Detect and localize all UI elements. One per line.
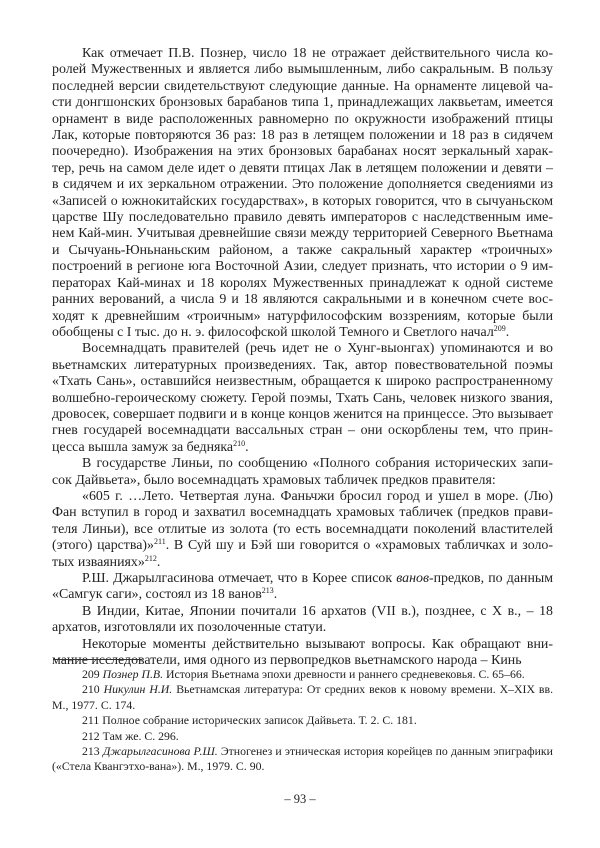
footnote-text: Там же. С. 296. bbox=[102, 728, 179, 743]
footnote-author: Джарылгасинова Р.Ш. bbox=[102, 744, 218, 759]
punctuation: . bbox=[505, 324, 510, 340]
footnote-text: Полное собрание исторических записок Дайвьета. Т. 2. С. 181. bbox=[102, 713, 417, 728]
footnote-number: 213 bbox=[82, 744, 100, 759]
paragraph-text: Восемнадцать правителей (речь идет не о Хунг-выонгах) упоминаются и во вьетнамских литературных произведениях. Так, автор повествовательной поэмы «Тхать Сань», оставшийся неизвестным, обращается к широко распространенному волшебно-героическому сюжету. Герой поэмы, Тхать Сань, человек низкого звания, дровосек, совершает подвиги и в конце концов женится на принцессе. Это вызывает гнев государей восемнадцати вассальных стран – они оскорблены тем, что принцесса вышла замуж за бедняка bbox=[52, 341, 553, 455]
footnote-ref[interactable]: 211 bbox=[154, 537, 166, 547]
footnote-number: 212 bbox=[82, 728, 100, 743]
quote-paragraph bbox=[52, 489, 553, 571]
paragraph-text: В государстве Линьи, по сообщению «Полного собрания исторических записок Дайвьета», было восемнадцать храмовых табличек предков правителя: bbox=[52, 456, 553, 488]
punctuation: . bbox=[273, 587, 278, 603]
footnote bbox=[52, 713, 553, 728]
italic-term: ванов bbox=[396, 571, 429, 586]
paragraph-text: Некоторые моменты действительно вызывают вопросы. Как обращают внимание исследователи, имя одного из первопредков вьетнамского народа – Кинь bbox=[52, 636, 553, 669]
footnote bbox=[52, 729, 553, 744]
footnote-number: 211 bbox=[82, 713, 100, 728]
footnote-separator bbox=[53, 659, 142, 660]
punctuation: . bbox=[156, 554, 161, 570]
paragraph bbox=[52, 341, 553, 456]
footnotes bbox=[52, 667, 553, 775]
footnote-ref[interactable]: 213 bbox=[261, 586, 274, 596]
page-number: – 93 – bbox=[284, 792, 316, 806]
paragraph-text: «605 г. …Лето. Четвертая луна. Фаньчжи бросил город и ушел в море. (Лю) Фан вступил в город и захватил восемнадцать храмовых табличек (предков правителя Линьи), все отлитые из золота (то есть восемнадцати поколений властителей (этого) царства)» bbox=[52, 488, 553, 554]
paragraph-text: . В Суй шу и Бэй ши говорится о «храмовых табличках и золотых изваяниях» bbox=[52, 538, 553, 570]
footnote-text: История Вьетнама эпохи древности и раннего средневековья. С. 65–66. bbox=[163, 667, 525, 681]
footnote bbox=[52, 744, 553, 775]
footnote bbox=[52, 682, 553, 713]
paragraph bbox=[52, 637, 553, 670]
footnote-ref[interactable]: 212 bbox=[144, 553, 157, 563]
footnote bbox=[52, 667, 553, 682]
paragraph bbox=[52, 456, 553, 489]
paragraph-text: -предков, по данным «Самгук саги», состоял из 18 ванов bbox=[52, 571, 554, 603]
footnote-number: 209 bbox=[82, 667, 100, 681]
paragraph-text: В Индии, Китае, Японии почитали 16 архатов (VII в.), позднее, с X в., – 18 архатов, изготовляли их позолоченные статуи. bbox=[52, 603, 553, 636]
footnote-author: Познер П.В. bbox=[102, 667, 164, 681]
paragraph bbox=[52, 604, 553, 637]
footnote-ref[interactable]: 210 bbox=[233, 438, 246, 448]
footnote-text: Вьетнамская литература: От средних веков к новому времени. X–XIX вв. М., 1977. С. 174. bbox=[52, 682, 554, 712]
paragraph bbox=[52, 571, 553, 604]
footnote-text: Этногенез и этническая история корейцев по данным эпиграфики («Стела Квангэтхо-вана»). М., 1979. С. 90. bbox=[52, 744, 553, 774]
footnote-number: 210 bbox=[82, 682, 100, 697]
footnote-ref[interactable]: 209 bbox=[493, 323, 506, 333]
paragraph-text: Как отмечает П.В. Познер, число 18 не отражает действительного числа королей Мужественных и является либо вымышленным, либо сакральным. В пользу последней версии свидетельствуют следующие данные. На орнаменте лицевой части донгшонских бронзовых барабанов типа 1, принадлежащих лаквьетам, имеется орнамент в виде расположенных равномерно по окружности изображений птицы Лак, которые повторяются 36 раз: 18 раз в летящем положении и 18 раз в сидячем поочередно). Изображения на этих бронзовых барабанах носят зеркальный характер, речь на самом деле идет о девяти птицах Лак в летящем положении и девяти – в сидячем и их зеркальном отражении. Это положение дополняется сведениями из «Записей о южнокитайских государствах», в которых говорится, что в сычуаньском царстве Шу последовательно правило девять императоров с наследственным именем Кай-мин. Учитывая древнейшие связи между территорией Северного Вьетнама и Сычуань-Юньнаньским районом, а также сакральный характер «троичных» построений в регионе юга Восточной Азии, следует признать, что истории о 9 императорах Кай-минах и 18 королях Мужественных принадлежат к одной системе ранних верований, а числа 9 и 18 являются сакральными и в конечном счете восходят к древнейшим «троичным» натурфилософским воззрениям, которые были обобщены с I тыс. до н. э. философской школой Темного и Светлого начал bbox=[52, 46, 553, 340]
body-text bbox=[52, 46, 553, 669]
footnote-author: Никулин Н.И. bbox=[103, 682, 173, 697]
punctuation: . bbox=[245, 439, 249, 455]
paragraph-text: Р.Ш. Джарылгасинова отмечает, что в Корее список bbox=[82, 571, 397, 586]
paragraph bbox=[52, 46, 553, 341]
